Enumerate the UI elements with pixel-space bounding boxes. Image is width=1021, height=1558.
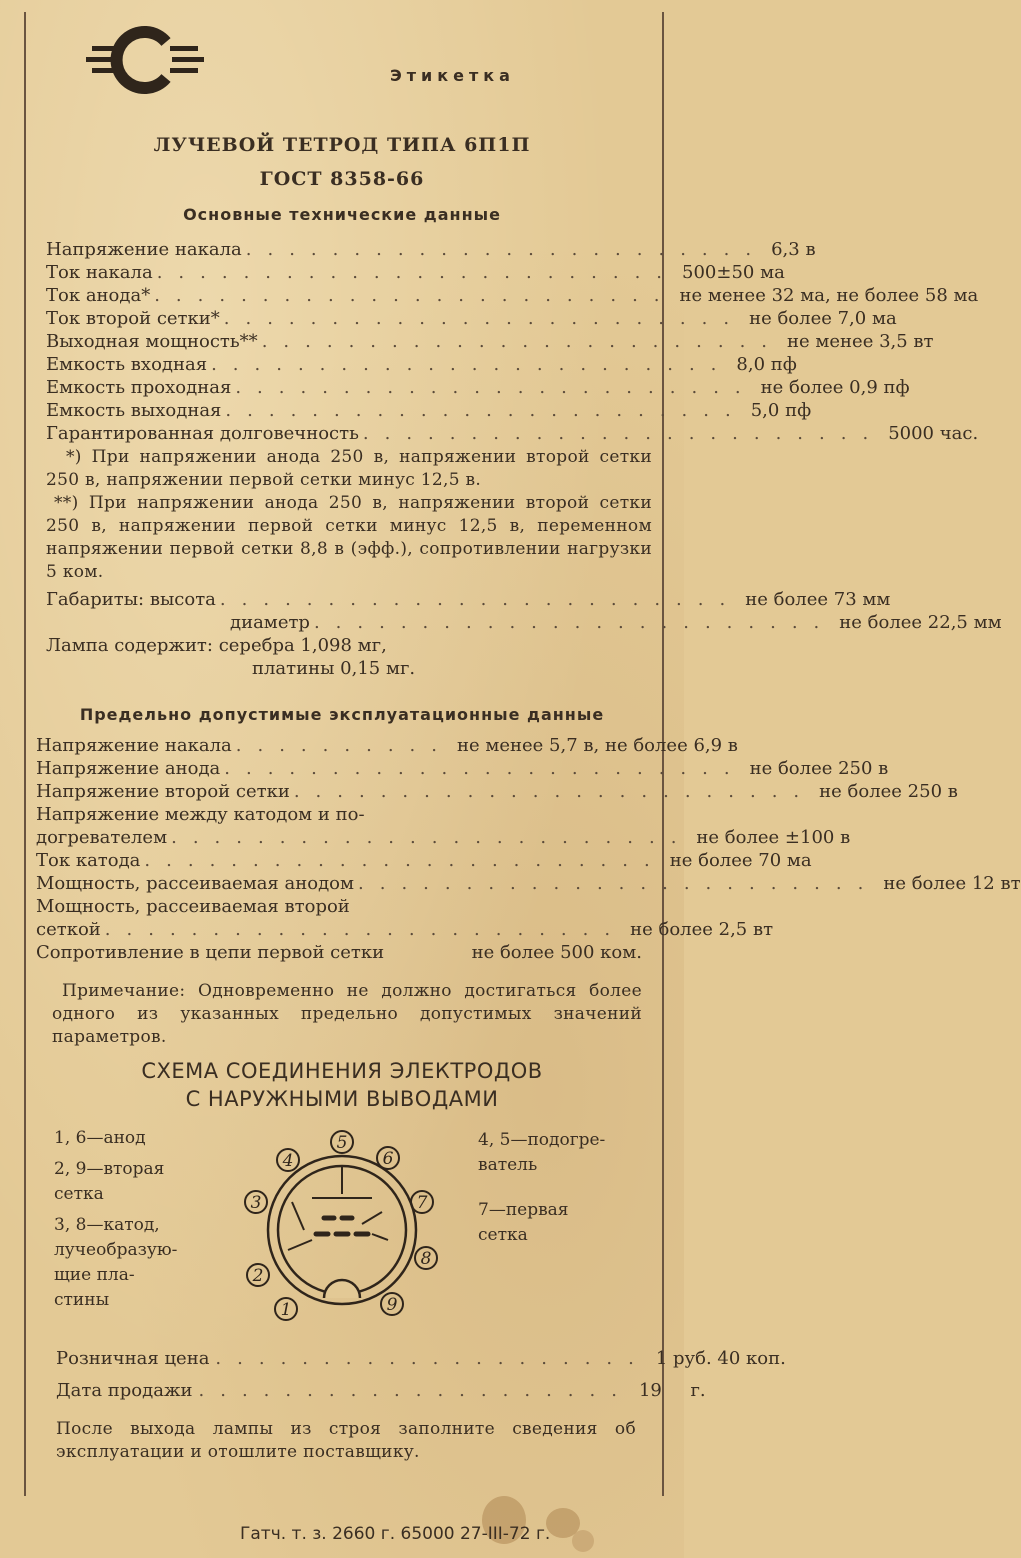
data-row: Емкость проходная ........................ не более 0,9 пф — [46, 377, 910, 398]
limit-row: Мощность, рассеиваемая анодом ........................ не более 12 вт — [36, 873, 1021, 894]
stain — [572, 1530, 594, 1552]
pin-7-label: 7 — [416, 1193, 428, 1213]
pin-1-label: 1 — [280, 1300, 292, 1320]
data-row: Емкость входная ........................ 8,0 пф — [46, 354, 797, 375]
data-row: Ток накала ........................ 500±50 ма — [46, 262, 785, 283]
data-row: Гарантированная долговечность ........................ 5000 час. — [46, 423, 979, 444]
pin-3-label: 3 — [250, 1193, 262, 1213]
standard-number: ГОСТ 8358-66 — [259, 168, 425, 190]
document-type-label: Этикетка — [390, 66, 515, 85]
tube-pinout-diagram — [232, 1122, 452, 1332]
pin-legend-item: 4, 5—подогре- — [478, 1130, 606, 1150]
pin-legend-item: лучеобразую- — [54, 1240, 178, 1260]
limit-row: Напряжение анода ........................ не более 250 в — [36, 758, 889, 779]
pin-legend-item: 3, 8—катод, — [54, 1215, 160, 1235]
data-row: Емкость выходная ........................ 5,0 пф — [46, 400, 812, 421]
data-row: Напряжение накала ........................ 6,3 в — [46, 239, 816, 260]
section-title-limits: Предельно допустимые эксплуатационные данные — [79, 705, 605, 724]
pin-8-label: 8 — [420, 1249, 432, 1269]
dimension-height-row: Габариты: высота ........................ не более 73 мм — [46, 589, 891, 610]
pin-2-label: 2 — [252, 1266, 264, 1286]
tube-title: ЛУЧЕВОЙ ТЕТРОД ТИПА 6П1П — [153, 134, 531, 156]
sale-date-label: Дата продажи — [56, 1380, 193, 1401]
content-platinum-row: платины 0,15 мг. — [252, 658, 416, 679]
limit-row: Ток катода ........................ не более 70 ма — [36, 850, 812, 871]
price-value: 1 руб. 40 коп. — [655, 1348, 786, 1369]
sale-date-row: Дата продажи .................... 19 г. — [56, 1380, 706, 1401]
limit-row: Напряжение между катодом и по- — [36, 804, 365, 825]
pin-legend-item: сетка — [478, 1225, 528, 1245]
footnote-2: **) При напряжении анода 250 в, напряжении второй сетки 250 в, напряжении первой сетки минус 12,5 в, переменном напряжении первой сетки 8,8 в (эфф.), сопротивлении нагрузки 5 ком. — [46, 493, 652, 582]
limit-row: Сопротивление в цепи первой сетки не более 500 ком. — [36, 942, 642, 963]
print-imprint: Гатч. т. з. 2660 г. 65000 27-III-72 г. — [240, 1524, 551, 1544]
factory-logo-icon — [78, 20, 208, 100]
pin-legend-left — [54, 1126, 177, 1313]
data-row: Выходная мощность** ........................ не менее 3,5 вт — [46, 331, 934, 352]
sale-date-value: 19 г. — [638, 1380, 706, 1401]
schema-title-line2: С НАРУЖНЫМИ ВЫВОДАМИ — [185, 1087, 499, 1111]
schema-title-line1: СХЕМА СОЕДИНЕНИЯ ЭЛЕКТРОДОВ — [141, 1059, 543, 1083]
retail-price-row: Розничная цена .................... 1 руб. 40 коп. — [56, 1348, 786, 1369]
limit-row: Напряжение второй сетки ........................ не более 250 в — [36, 781, 958, 802]
footnote-1: *) При напряжении анода 250 в, напряжении второй сетки 250 в, напряжении первой сетки минус 12,5 в. — [46, 447, 652, 490]
main-data-table — [46, 238, 979, 445]
pin-4-label: 4 — [282, 1151, 294, 1171]
pin-legend-item: стины — [54, 1290, 110, 1310]
instruction-text: После выхода лампы из строя заполните сведения об эксплуатации и отошлите поставщику. — [56, 1419, 636, 1462]
section-title-main-data: Основные технические данные — [183, 205, 501, 224]
limit-row: догревателем ........................ не более ±100 в — [36, 827, 851, 848]
pin-legend-item: 1, 6—анод — [54, 1128, 146, 1148]
data-row: Ток анода* ........................ не менее 32 ма, не более 58 ма — [46, 285, 979, 306]
dimension-diameter-row: диаметр ........................ не более 22,5 мм — [230, 612, 1002, 633]
pin-legend-item: 2, 9—вторая — [54, 1159, 165, 1179]
pin-legend-item: 7—первая — [478, 1200, 569, 1220]
pin-legend-item: щие пла- — [54, 1265, 135, 1285]
remark-note: Примечание: Одновременно не должно достигаться более одного из указанных предельно допустимых значений параметров. — [52, 981, 642, 1047]
limits-table — [36, 734, 1021, 964]
pin-5-label: 5 — [336, 1133, 348, 1153]
pin-legend-right — [478, 1128, 605, 1248]
pin-legend-item: ватель — [478, 1155, 538, 1175]
price-label: Розничная цена — [56, 1348, 210, 1369]
content-silver-row: Лампа содержит: серебра 1,098 мг, — [46, 635, 387, 656]
data-row: Ток второй сетки* ........................ не более 7,0 ма — [46, 308, 897, 329]
dimensions-block — [46, 588, 1002, 680]
pin-legend-item: сетка — [54, 1184, 104, 1204]
limit-row: сеткой ........................ не более 2,5 вт — [36, 919, 774, 940]
limit-row: Мощность, рассеиваемая второй — [36, 896, 350, 917]
pin-9-label: 9 — [386, 1295, 398, 1315]
limit-row: Напряжение накала .......... не менее 5,7 в, не более 6,9 в — [36, 735, 738, 756]
pin-6-label: 6 — [382, 1149, 394, 1169]
